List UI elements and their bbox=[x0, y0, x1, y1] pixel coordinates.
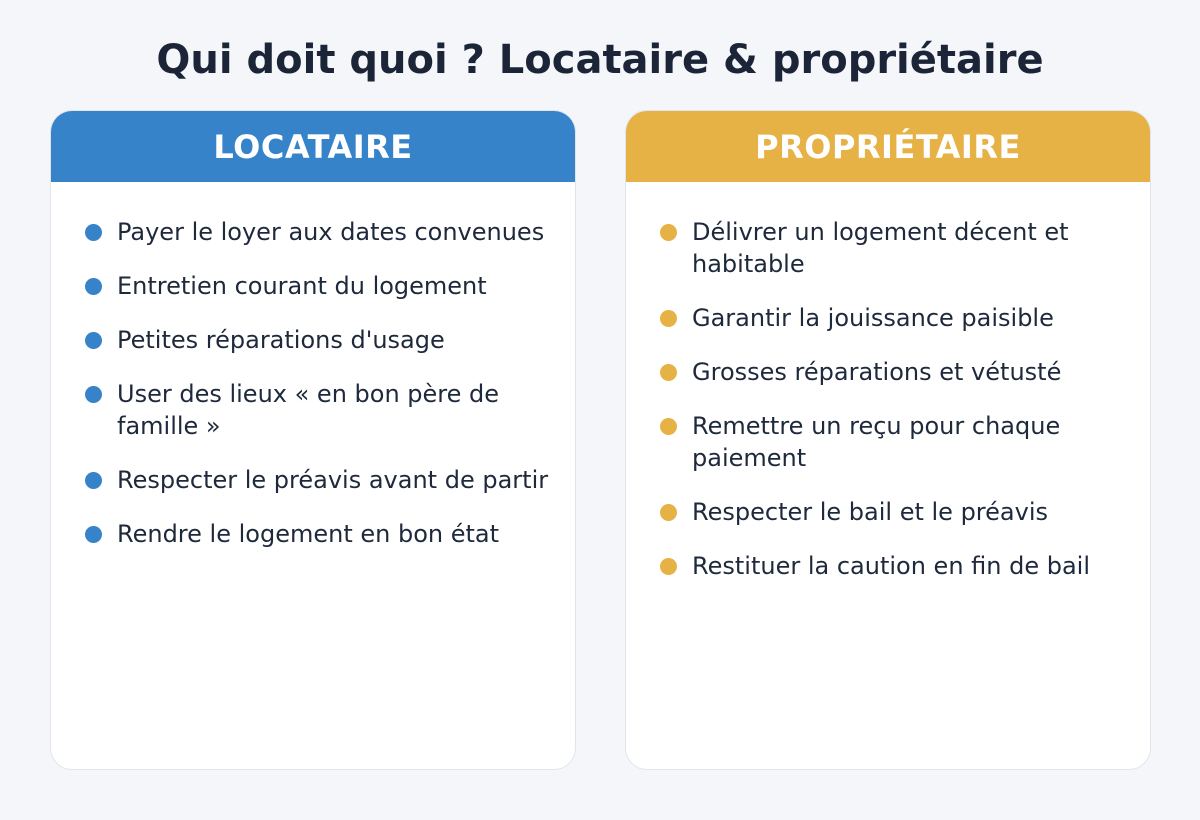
locataire-item bbox=[85, 378, 555, 442]
proprietaire-item-text: Délivrer un logement décent et habitable bbox=[692, 218, 1069, 278]
bullet-dot-icon bbox=[660, 224, 677, 241]
bullet-dot-icon bbox=[85, 526, 102, 543]
proprietaire-item-text: Respecter le bail et le préavis bbox=[692, 498, 1048, 526]
proprietaire-item bbox=[660, 216, 1130, 280]
bullet-dot-icon bbox=[85, 278, 102, 295]
locataire-item bbox=[85, 270, 555, 302]
proprietaire-list bbox=[626, 182, 1150, 582]
bullet-dot-icon bbox=[660, 418, 677, 435]
page-title: Qui doit quoi ? Locataire & propriétaire bbox=[156, 37, 1044, 83]
locataire-item bbox=[85, 518, 555, 550]
proprietaire-card bbox=[625, 110, 1151, 770]
locataire-item-text: User des lieux « en bon père de famille » bbox=[117, 380, 500, 440]
locataire-item bbox=[85, 324, 555, 356]
bullet-dot-icon bbox=[85, 332, 102, 349]
locataire-item bbox=[85, 216, 555, 248]
bullet-dot-icon bbox=[85, 224, 102, 241]
proprietaire-item bbox=[660, 356, 1130, 388]
locataire-item-text: Petites réparations d'usage bbox=[117, 326, 445, 354]
bullet-dot-icon bbox=[660, 364, 677, 381]
proprietaire-item bbox=[660, 410, 1130, 474]
proprietaire-item bbox=[660, 496, 1130, 528]
locataire-header: LOCATAIRE bbox=[51, 111, 575, 182]
proprietaire-item-text: Remettre un reçu pour chaque paiement bbox=[692, 412, 1061, 472]
proprietaire-item bbox=[660, 302, 1130, 334]
proprietaire-item-text: Restituer la caution en fin de bail bbox=[692, 552, 1091, 580]
locataire-item-text: Payer le loyer aux dates convenues bbox=[117, 218, 545, 246]
locataire-item-text: Respecter le préavis avant de partir bbox=[117, 466, 549, 494]
proprietaire-item bbox=[660, 550, 1130, 582]
locataire-card bbox=[50, 110, 576, 770]
proprietaire-item-text: Grosses réparations et vétusté bbox=[692, 358, 1062, 386]
locataire-list bbox=[51, 182, 575, 550]
locataire-item-text: Rendre le logement en bon état bbox=[117, 520, 500, 548]
proprietaire-item-text: Garantir la jouissance paisible bbox=[692, 304, 1054, 332]
bullet-dot-icon bbox=[85, 472, 102, 489]
proprietaire-header: PROPRIÉTAIRE bbox=[626, 111, 1150, 182]
locataire-item bbox=[85, 464, 555, 496]
locataire-item-text: Entretien courant du logement bbox=[117, 272, 487, 300]
bullet-dot-icon bbox=[85, 386, 102, 403]
bullet-dot-icon bbox=[660, 504, 677, 521]
bullet-dot-icon bbox=[660, 558, 677, 575]
bullet-dot-icon bbox=[660, 310, 677, 327]
